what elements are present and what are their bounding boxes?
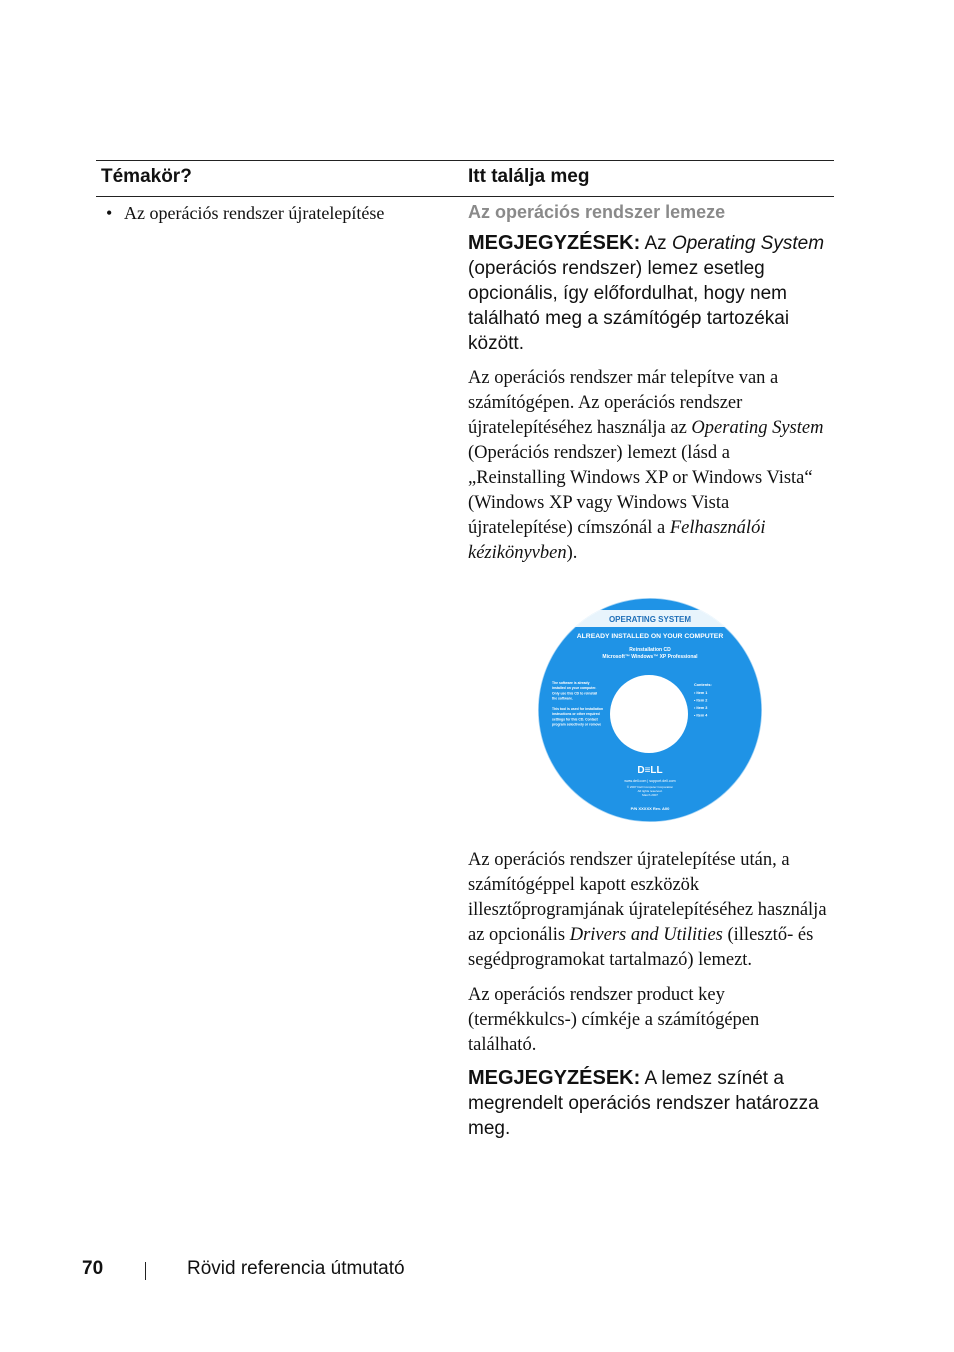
disc-copyright-line: All rights reserved. (637, 789, 663, 793)
para-2-italic: Drivers and Utilities (569, 925, 723, 945)
disc-left-text-line: This tool is used for installation (552, 707, 604, 711)
disc-line-1: Reinstallation CD (629, 647, 671, 653)
disc-center-hole (610, 675, 688, 753)
para-2-text-b: (illesztő- és segédprogramokat tartalmazó) lemezt. (468, 925, 814, 970)
disc-copyright-line: March 2007 (642, 793, 658, 797)
disc-icon (536, 596, 764, 824)
page-footer (82, 1258, 682, 1284)
column-header-topic: Témakör? (101, 166, 192, 187)
disc-left-text-line: program selectively or remove (552, 722, 602, 727)
disc-url: www.dell.com | support.dell.com (624, 779, 676, 783)
disc-left-text-line: Only use this CD to reinstall (552, 691, 598, 696)
table-header-row (96, 160, 834, 197)
disc-left-text-line: settings for this CD. Contact (552, 717, 598, 722)
topic-list-item (106, 203, 384, 224)
para-1-text-a: Az operációs rendszer már telepítve van a számítógépen. Az operációs rendszer újratelepítéséhez használja az (468, 368, 779, 438)
para-1-text-c: ). (566, 543, 578, 563)
dell-logo: D≡LL (637, 765, 663, 776)
para-1-italic-a: Operating System (691, 418, 824, 438)
para-2-text-a: Az operációs rendszer újratelepítése után, a számítógéppel kapott eszközök illesztőprogramjának újratelepítéséhez használja az opcionális (468, 850, 827, 945)
note-2-label: MEGJEGYZÉSEK: (468, 1067, 641, 1089)
resource-column (468, 201, 830, 1141)
disc-part-number: P/N XXXXX Rev. A00 (630, 806, 670, 811)
note-1-text-b: (operációs rendszer) lemez esetleg opcionális, így előfordulhat, hogy nem található meg a számítógép tartozékai között. (468, 258, 790, 354)
note-1 (468, 231, 830, 356)
disc-left-text-line: installed on your computer. (552, 686, 597, 691)
paragraph-drivers (468, 848, 830, 973)
disc-copyright-line: © 2007 Dell Computer Corporation (626, 785, 674, 789)
column-header-where: Itt találja meg (468, 166, 590, 187)
disc-contents-item: • Item 4 (694, 713, 708, 718)
paragraph-product-key: Az operációs rendszer product key (termékkulcs-) címkéje a számítógépen található. (468, 985, 760, 1055)
disc-contents-title: Contents: (694, 683, 712, 687)
resource-title: Az operációs rendszer lemeze (468, 202, 726, 222)
para-1-italic-b: Felhasználói kézikönyvben (468, 518, 766, 563)
disc-left-text-line: instructions or other required (552, 712, 600, 717)
disc-contents-item: • Item 1 (694, 691, 708, 695)
topic-text: Az operációs rendszer újratelepítése (124, 203, 385, 223)
note-1-label: MEGJEGYZÉSEK: (468, 232, 641, 254)
disc-left-text-line: The software is already (552, 681, 590, 685)
para-1-text-b: (Operációs rendszer) lemezt (lásd a „Reinstalling Windows XP or Windows Vista“ (Windows XP vagy Windows Vista újratelepítése) címszónál a (468, 443, 813, 538)
disc-contents-item: • Item 2 (694, 698, 708, 703)
disc-contents-item: • Item 3 (694, 706, 708, 710)
footer-title: Rövid referencia útmutató (187, 1258, 405, 1279)
note-2 (468, 1066, 830, 1141)
footer-separator (145, 1262, 146, 1280)
page-number: 70 (82, 1258, 104, 1279)
disc-left-text-line: the software. (552, 696, 573, 701)
note-1-text-a: Az (640, 233, 672, 254)
bullet: • (106, 203, 113, 223)
disc-band-subtitle: ALREADY INSTALLED ON YOUR COMPUTER (576, 633, 724, 640)
disc-line-2: Microsoft™ Windows™ XP Professional (602, 654, 698, 660)
paragraph-reinstall (468, 366, 830, 566)
note-1-italic: Operating System (671, 233, 825, 254)
disc-band-title: OPERATING SYSTEM (608, 615, 692, 624)
os-disc-illustration (468, 596, 830, 828)
note-2-text: A lemez színét a megrendelt operációs rendszer határozza meg. (468, 1068, 819, 1139)
